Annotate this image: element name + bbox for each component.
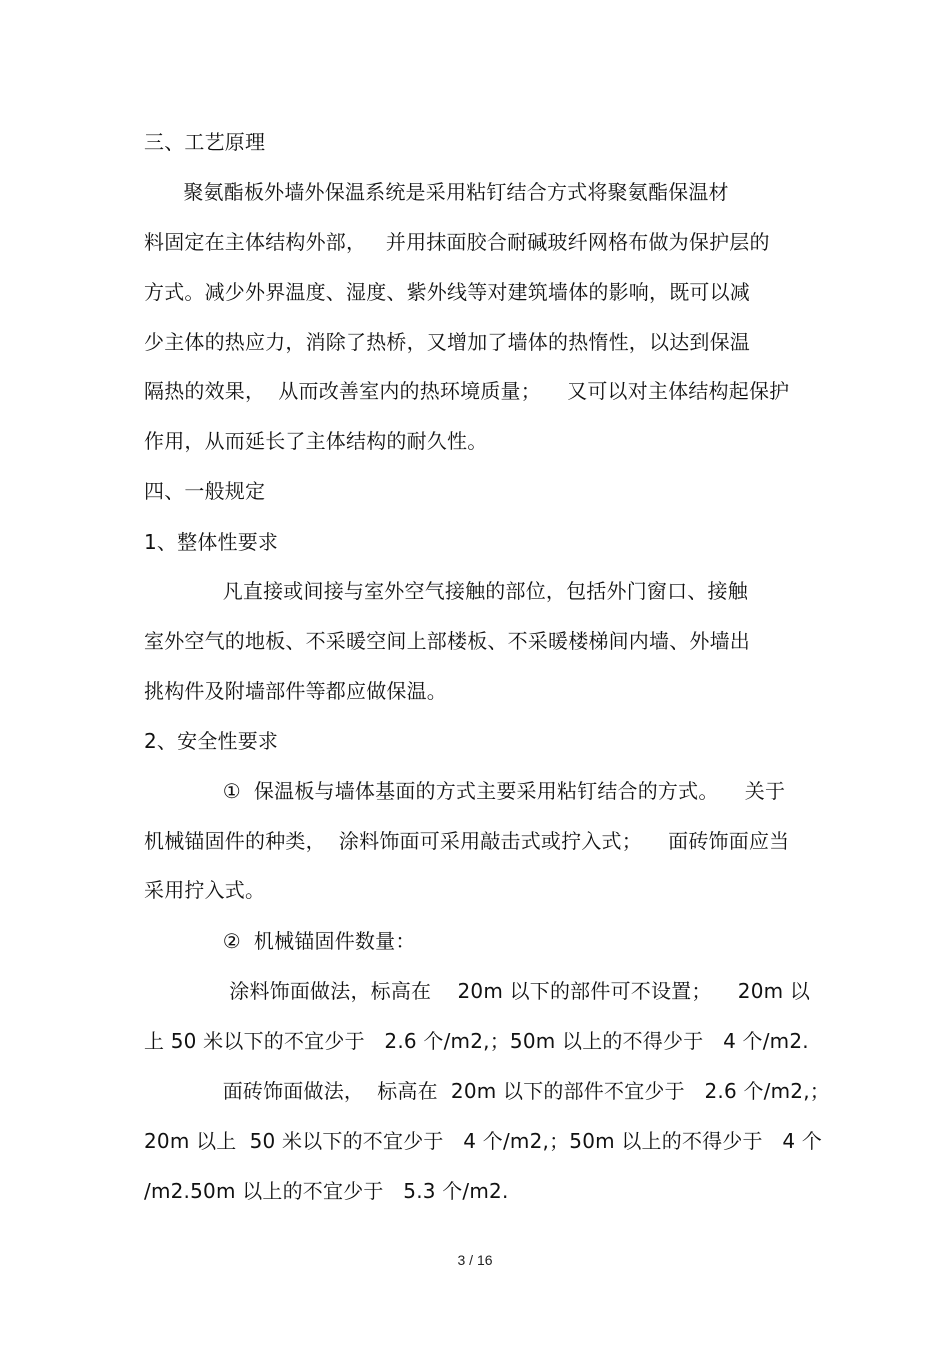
heading-process-principle: 三、工艺原理: [144, 130, 266, 154]
paragraph-line: 隔热的效果， 从而改善室内的热环境质量； 又可以对主体结构起保护: [144, 379, 790, 403]
paragraph-line: 聚氨酯板外墙外保温系统是采用粘钉结合方式将聚氨酯保温材: [144, 180, 729, 204]
paragraph-line: 机械锚固件的种类， 涂料饰面可采用敲击式或拧入式； 面砖饰面应当: [144, 829, 790, 853]
paragraph-line: 面砖饰面做法， 标高在 20m 以下的部件不宜少于 2.6 个/m2,；: [144, 1079, 830, 1103]
heading-general-rules: 四、一般规定: [144, 479, 266, 503]
paragraph-line: 凡直接或间接与室外空气接触的部位，包括外门窗口、接触: [144, 579, 748, 603]
paragraph-line: 上 50 米以下的不宜少于 2.6 个/m2,；50m 以上的不得少于 4 个/m2.: [144, 1029, 809, 1053]
subheading-integrity: 1、整体性要求: [144, 530, 279, 554]
paragraph-line: 少主体的热应力，消除了热桥，又增加了墙体的热惰性，以达到保温: [144, 330, 750, 354]
paragraph-line: 采用拧入式。: [144, 878, 266, 902]
paragraph-line: ① 保温板与墙体基面的方式主要采用粘钉结合的方式。 关于: [144, 779, 786, 803]
page-number: 3 / 16: [457, 1252, 493, 1268]
paragraph-line: 室外空气的地板、不采暖空间上部楼板、不采暖楼梯间内墙、外墙出: [144, 629, 750, 653]
paragraph-line: 料固定在主体结构外部， 并用抹面胶合耐碱玻纤网格布做为保护层的: [144, 230, 770, 254]
subheading-safety: 2、安全性要求: [144, 729, 279, 753]
paragraph-line: /m2.50m 以上的不宜少于 5.3 个/m2.: [144, 1179, 509, 1203]
paragraph-line: 方式。减少外界温度、湿度、紫外线等对建筑墙体的影响，既可以减: [144, 280, 750, 304]
paragraph-line: 20m 以上 50 米以下的不宜少于 4 个/m2,；50m 以上的不得少于 4 个: [144, 1129, 823, 1153]
paragraph-line: 挑构件及附墙部件等都应做保温。: [144, 679, 447, 703]
paragraph-line: 涂料饰面做法，标高在 20m 以下的部件可不设置； 20m 以: [144, 979, 811, 1003]
paragraph-line: 作用，从而延长了主体结构的耐久性。: [144, 429, 488, 453]
paragraph-line: ② 机械锚固件数量：: [144, 929, 416, 953]
